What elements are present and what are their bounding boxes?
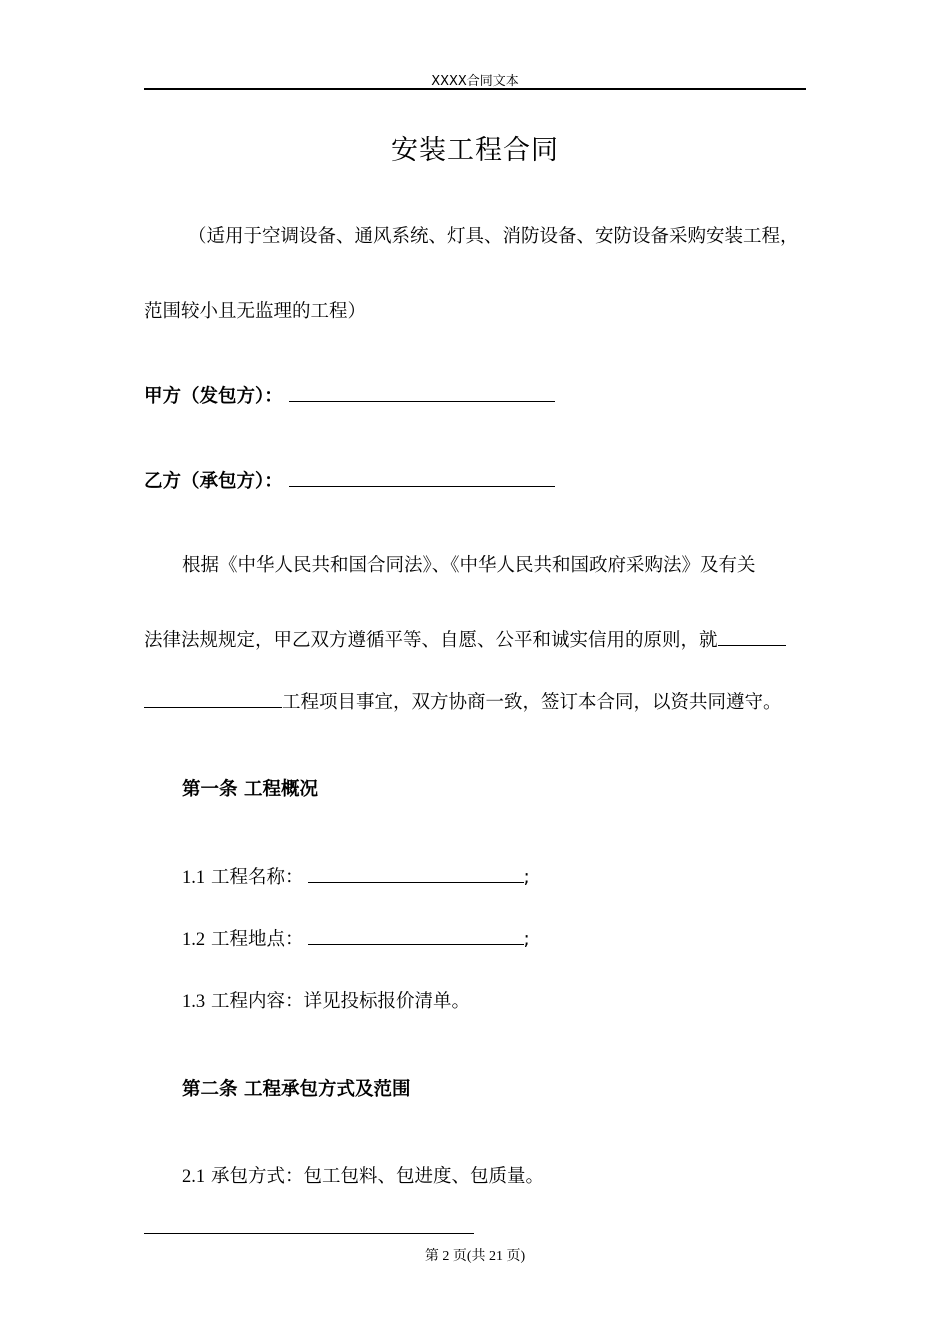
- project-blank-end: [718, 627, 786, 646]
- preamble-line1: 根据《中华人民共和国合同法》、《中华人民共和国政府采购法》及有关: [182, 555, 756, 576]
- item-1-3-number: 1.3: [182, 992, 206, 1012]
- preamble-line2-text: 法律法规规定，甲乙双方遵循平等、自愿、公平和诚实信用的原则，就: [144, 630, 718, 651]
- footer-rule: [144, 1233, 474, 1234]
- project-location-blank: [308, 926, 524, 945]
- party-b-label: 乙方（承包方）：: [144, 471, 283, 492]
- item-1-2-label: 工程地点：: [211, 929, 304, 950]
- project-blank-start: [144, 689, 282, 708]
- preamble-line2: [144, 626, 786, 652]
- party-a-blank: [289, 383, 555, 402]
- party-a-line: [144, 382, 555, 408]
- item-1-1: [182, 863, 530, 889]
- item-1-1-end: ;: [523, 867, 530, 888]
- party-a-label: 甲方（发包方）：: [144, 386, 283, 407]
- preamble-line3: [144, 688, 782, 714]
- item-1-3-text: 工程内容：详见投标报价清单。: [211, 991, 471, 1012]
- article2-heading: 第二条 工程承包方式及范围: [182, 1079, 411, 1100]
- item-1-2: [182, 925, 530, 951]
- item-2-1-number: 2.1: [182, 1167, 206, 1187]
- article1-heading: 第一条 工程概况: [182, 779, 318, 800]
- item-1-2-end: ;: [523, 929, 530, 950]
- item-1-3: [182, 987, 470, 1013]
- page-number: 第 2 页(共 21 页): [424, 1249, 526, 1264]
- party-b-line: [144, 467, 555, 493]
- item-1-2-number: 1.2: [182, 930, 206, 950]
- item-1-1-number: 1.1: [182, 868, 206, 888]
- preamble-line3-text: 工程项目事宜，双方协商一致，签订本合同，以资共同遵守。: [282, 692, 782, 713]
- item-1-1-label: 工程名称：: [211, 867, 304, 888]
- item-2-1-text: 承包方式：包工包料、包进度、包质量。: [211, 1166, 545, 1187]
- item-2-1: [182, 1162, 544, 1188]
- scope-note-line1: （适用于空调设备、通风系统、灯具、消防设备、安防设备采购安装工程，: [188, 226, 799, 247]
- page-header: XXXX合同文本: [431, 74, 519, 89]
- document-title: 安装工程合同: [391, 135, 559, 166]
- project-name-blank: [308, 864, 524, 883]
- party-b-blank: [289, 468, 555, 487]
- header-rule: [144, 88, 806, 90]
- scope-note-line2: 范围较小且无监理的工程）: [144, 301, 367, 322]
